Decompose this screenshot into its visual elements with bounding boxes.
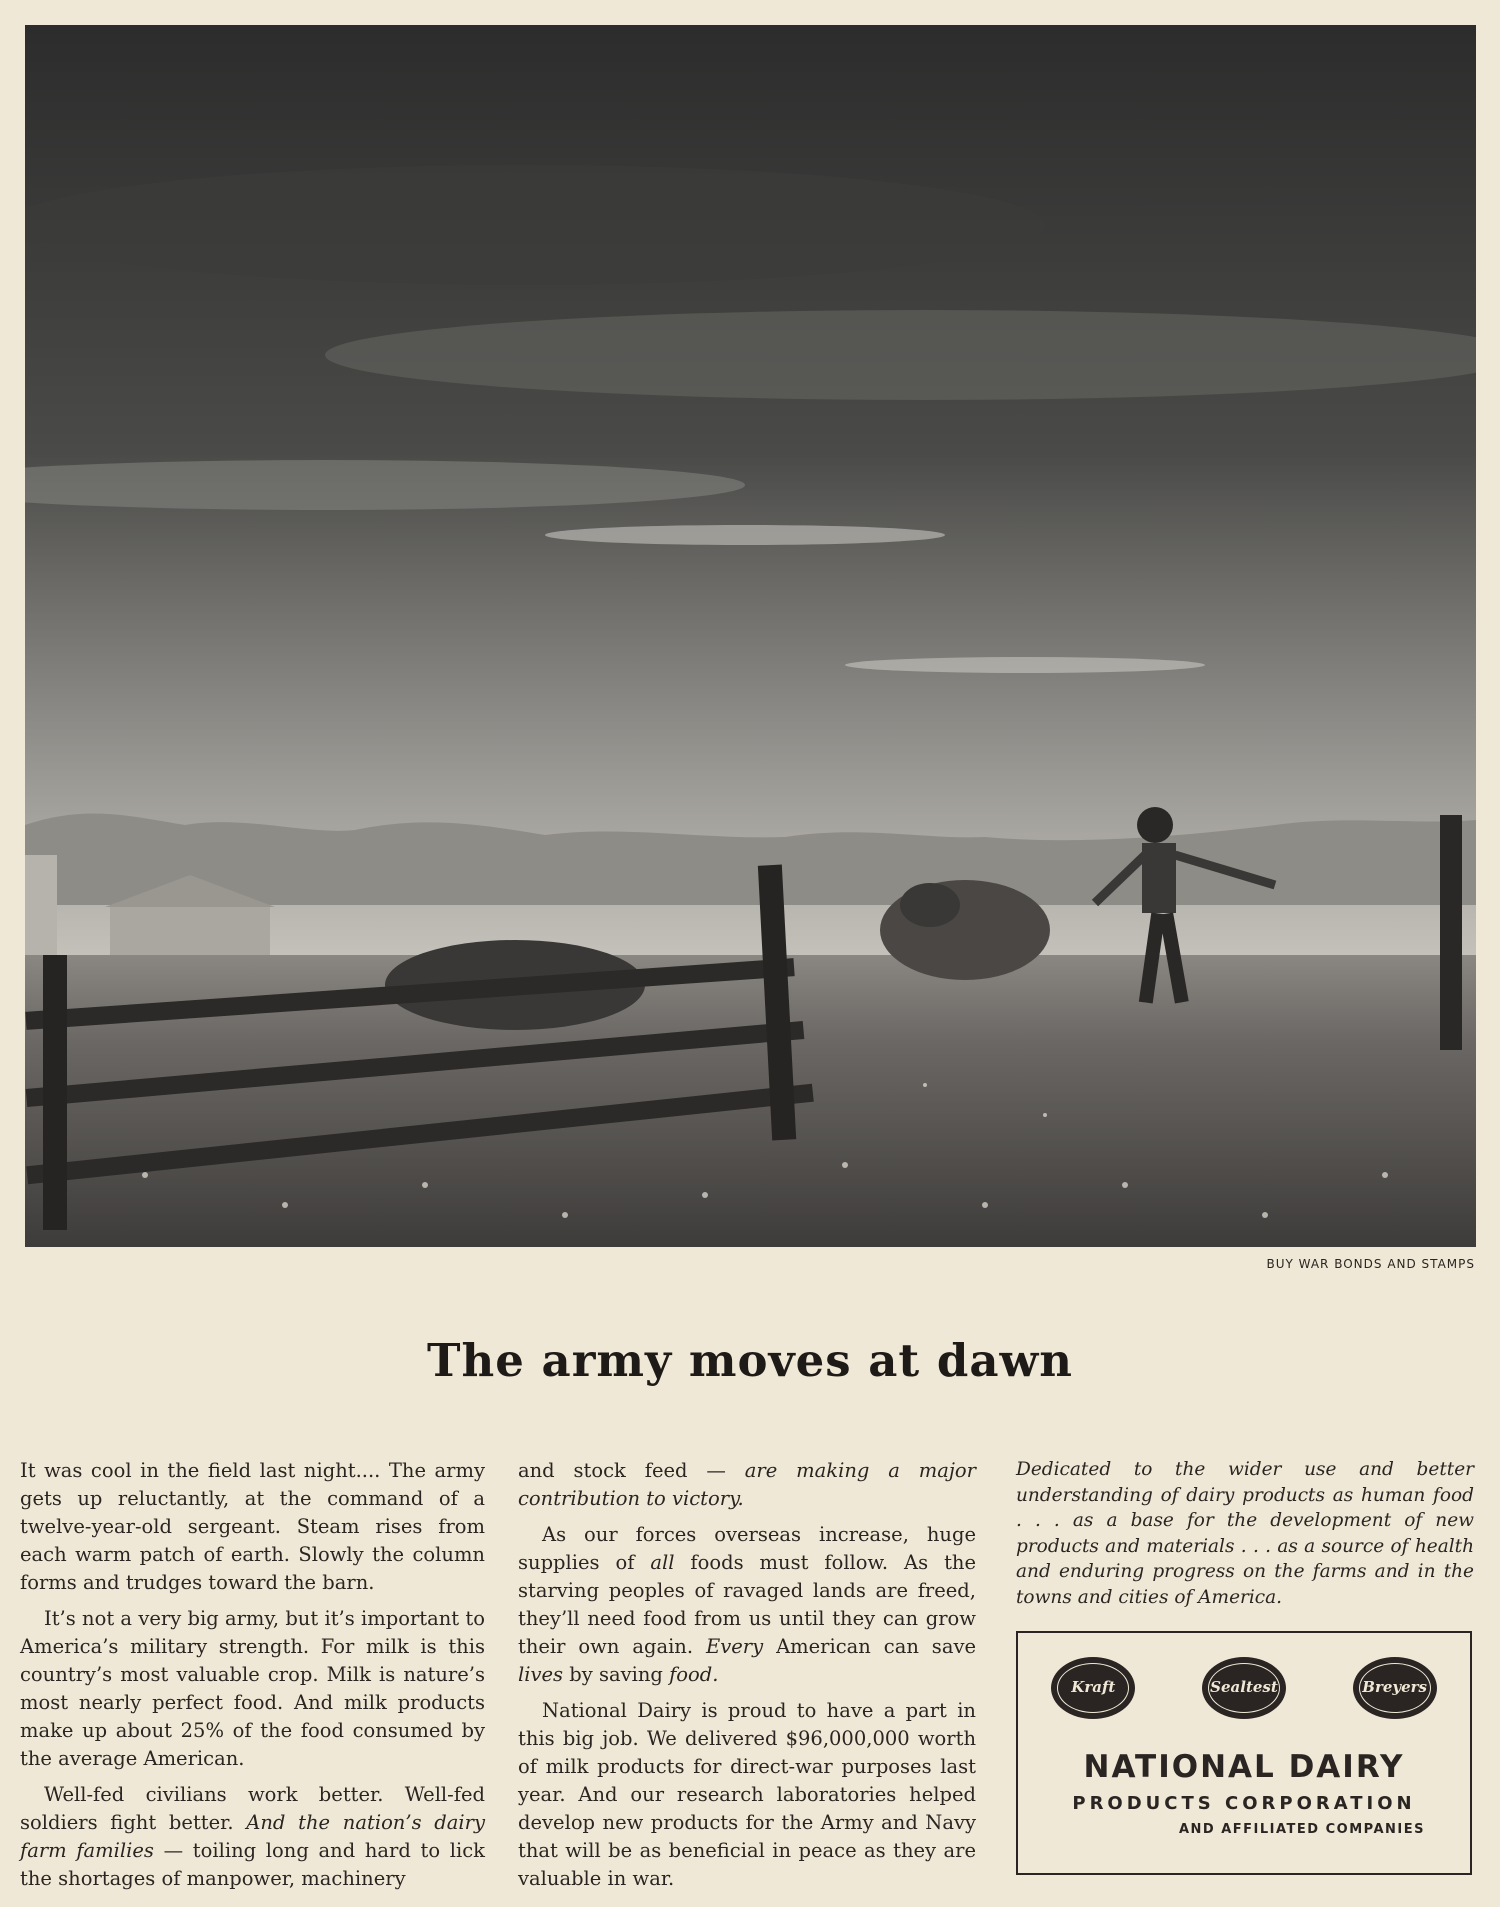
- brand-seals: [1018, 1657, 1470, 1719]
- text-run: and stock feed —: [518, 1459, 745, 1482]
- italic-run: lives: [518, 1663, 564, 1686]
- paragraph: National Dairy is proud to have a part in this big job. We delivered $96,000,000 worth of milk products for direct-war purposes last year. And our research laboratories helped develop new products for the Army and Navy that will be as beneficial in peace as they are valuable in war.: [518, 1699, 976, 1890]
- dedication-column: [1016, 1457, 1474, 1618]
- italic-run: Every: [706, 1635, 764, 1658]
- paragraph: It’s not a very big army, but it’s important to America’s military strength. For milk is this country’s most valuable crop. Milk is nature’s most nearly perfect food. And milk products make up about 25% of the food consumed by the average American.: [20, 1607, 485, 1770]
- paragraph: It was cool in the field last night.... The army gets up reluctantly, at the command of a twelve-year-old sergeant. Steam rises from each warm patch of earth. Slowly the column forms and trudges toward the barn.: [20, 1459, 485, 1594]
- brand-name: Sealtest: [1210, 1678, 1278, 1696]
- paragraph: [518, 1521, 976, 1689]
- national-dairy-logo-box: [1016, 1631, 1472, 1875]
- text-run: Well-fed civilians work better. Well-fed soldiers fight better.: [20, 1783, 485, 1834]
- italic-run: food.: [669, 1663, 719, 1686]
- headline: The army moves at dawn: [427, 1334, 1073, 1387]
- dawn-pasture-photo-icon: [25, 25, 1476, 1247]
- text-run: by saving: [563, 1663, 670, 1686]
- affiliated-companies: AND AFFILIATED COMPANIES: [1178, 1822, 1425, 1837]
- corporation-subtitle: PRODUCTS CORPORATION: [1072, 1793, 1416, 1814]
- body-column-2: [518, 1457, 976, 1901]
- pasture-photo: [25, 25, 1476, 1247]
- paragraph: [518, 1457, 976, 1513]
- paragraph: [20, 1781, 485, 1893]
- text-run: American can save: [763, 1635, 976, 1658]
- italic-run: And the nation’s dairy farm families: [20, 1811, 485, 1862]
- body-column-1: [20, 1457, 485, 1901]
- italic-run: are making a major contribution to victory.: [518, 1459, 976, 1510]
- italic-run: all: [650, 1551, 675, 1574]
- brand-name: Breyers: [1362, 1678, 1427, 1696]
- breyers-seal-icon: [1353, 1657, 1437, 1719]
- dedication-text: Dedicated to the wider use and better understanding of dairy products as human food . . . as a base for the development of new products and materials . . . as a source of health and enduring progress on the farms and in the towns and cities of America.: [1016, 1459, 1474, 1608]
- sealtest-seal-icon: [1202, 1657, 1286, 1719]
- text-run: foods must follow. As the starving peoples of ravaged lands are freed, they’ll need food from us until they can grow their own again.: [518, 1551, 976, 1658]
- war-bonds-caption: BUY WAR BONDS AND STAMPS: [1266, 1257, 1475, 1271]
- brand-name: Kraft: [1071, 1678, 1116, 1696]
- kraft-seal-icon: [1051, 1657, 1135, 1719]
- text-run: — toiling long and hard to lick the shortages of manpower, machinery: [20, 1839, 485, 1890]
- text-run: As our forces overseas increase, huge supplies of: [518, 1523, 976, 1574]
- corporation-name: NATIONAL DAIRY: [1083, 1749, 1405, 1785]
